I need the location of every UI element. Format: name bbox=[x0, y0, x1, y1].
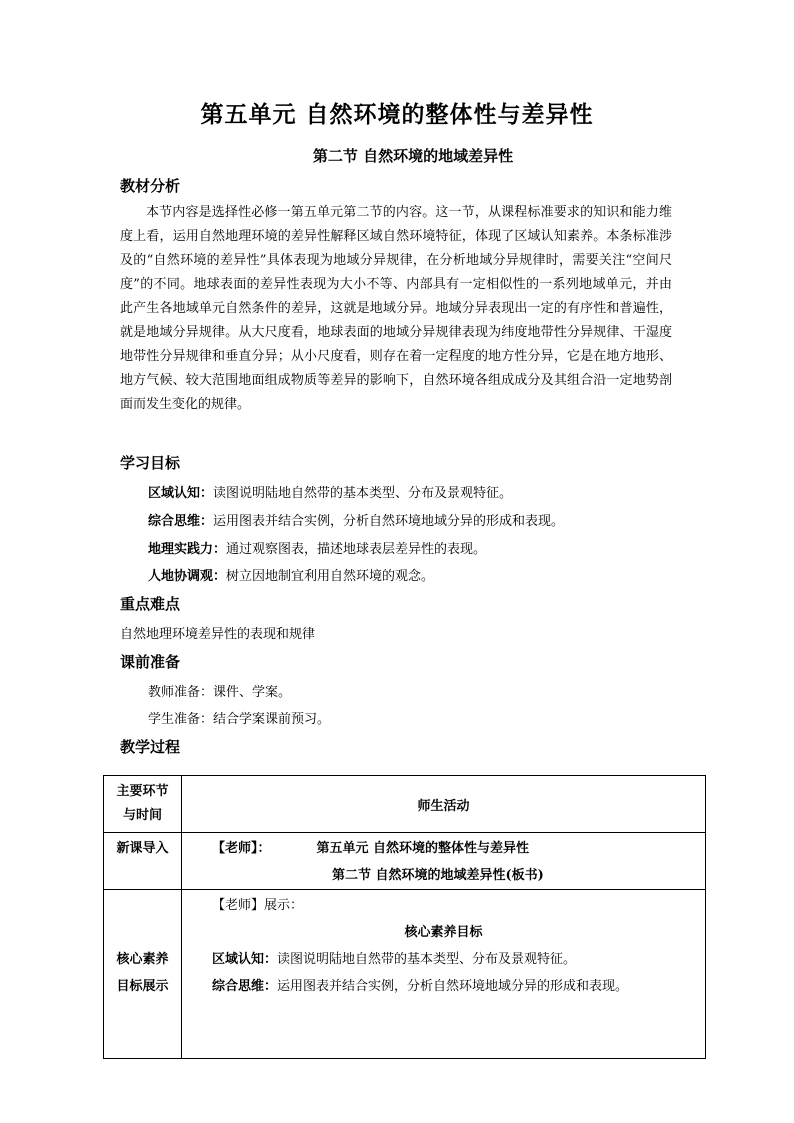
heading-prep: 课前准备 bbox=[120, 653, 181, 671]
intro-unit-title: 第五单元 自然环境的整体性与差异性 bbox=[316, 841, 530, 856]
analysis-paragraph: 本节内容是选择性必修一第五单元第二节的内容。这一节，从课程标准要求的知识和能力维度上看，运用自然地理环境的差异性解释区域自然环境特征，体现了区域认知素养。本条标准涉及的“自然环境的差异性”具体表现为地域分异规律，在分析地域分异规律时，需要关注“空间尺度”的不同。地球表面的差异性表现为大小不等、内部具有一定相似性的一系列地域单元，并由此产生各地域单元自然条件的差异，这就是地域分异。地域分异表现出一定的有序性和普遍性，就是地域分异规律。从大尺度看，地球表面的地域分异规律表现为纬度地带性分异规律、干湿度地带性分异规律和垂直分异；从小尺度看，则存在着一定程度的地方性分异，它是在地方地形、地方气候、较大范围地面组成物质等差异的影响下，自然环境各组成成分及其组合沿一定地势剖面而发生变化的规律。 bbox=[120, 205, 672, 412]
goal-text: 通过观察图表，描述地球表层差异性的表现。 bbox=[226, 542, 487, 557]
goal-text: 读图说明陆地自然带的基本类型、分布及景观特征。 bbox=[213, 486, 513, 501]
heading-goals: 学习目标 bbox=[120, 454, 181, 472]
goal-item-4 bbox=[148, 565, 434, 584]
process-table bbox=[103, 775, 706, 1059]
header-activity-cell: 师生活动 bbox=[182, 776, 706, 833]
goals-item-1 bbox=[182, 946, 705, 973]
prep-teacher: 教师准备：课件、学案。 bbox=[148, 685, 292, 700]
stage-goals-line1: 核心素养 bbox=[116, 952, 169, 967]
goal-text: 树立因地制宜利用自然环境的观念。 bbox=[226, 569, 435, 584]
stage-cell-goals bbox=[104, 890, 182, 1059]
goal-item-1 bbox=[148, 482, 512, 501]
stage-goals-line2: 目标展示 bbox=[116, 979, 169, 994]
header-stage-line1: 主要环节 bbox=[116, 784, 169, 799]
goals-teacher-tag: 【老师】展示： bbox=[212, 898, 304, 913]
key-text: 自然地理环境差异性的表现和规律 bbox=[120, 627, 316, 642]
header-stage-cell bbox=[104, 776, 182, 833]
goal-label: 人地协调观： bbox=[148, 569, 227, 584]
page-subtitle: 第二节 自然环境的地域差异性 bbox=[312, 147, 514, 165]
goals-center-title: 核心素养目标 bbox=[404, 925, 483, 940]
goal-label: 综合思维： bbox=[212, 979, 278, 994]
table-row bbox=[104, 833, 706, 890]
goal-label: 区域认知： bbox=[212, 952, 278, 967]
goals-item-2 bbox=[182, 973, 705, 1000]
goal-text: 读图说明陆地自然带的基本类型、分布及景观特征。 bbox=[277, 952, 577, 967]
table-row bbox=[104, 890, 706, 1059]
goal-label: 综合思维： bbox=[148, 514, 214, 529]
header-stage-line2: 与时间 bbox=[122, 808, 162, 823]
activity-cell-intro bbox=[182, 833, 706, 890]
goal-label: 地理实践力： bbox=[148, 542, 227, 557]
goal-text: 运用图表并结合实例，分析自然环境地域分异的形成和表现。 bbox=[277, 979, 629, 994]
heading-analysis: 教材分析 bbox=[120, 177, 181, 195]
goal-item-3 bbox=[148, 538, 486, 557]
intro-line-2: 第二节 自然环境的地域差异性(板书) bbox=[332, 868, 544, 883]
goal-item-2 bbox=[148, 510, 564, 529]
page-title: 第五单元 自然环境的整体性与差异性 bbox=[200, 101, 594, 128]
goal-text: 运用图表并结合实例，分析自然环境地域分异的形成和表现。 bbox=[213, 514, 565, 529]
activity-cell-goals bbox=[182, 890, 706, 1059]
heading-key: 重点难点 bbox=[120, 595, 181, 613]
heading-process: 教学过程 bbox=[120, 738, 181, 756]
table-header-row bbox=[104, 776, 706, 833]
stage-cell-intro: 新课导入 bbox=[104, 833, 182, 890]
teacher-tag: 【老师】： bbox=[212, 841, 271, 856]
prep-student: 学生准备：结合学案课前预习。 bbox=[148, 712, 331, 727]
goal-label: 区域认知： bbox=[148, 486, 214, 501]
intro-line-1 bbox=[182, 835, 705, 862]
